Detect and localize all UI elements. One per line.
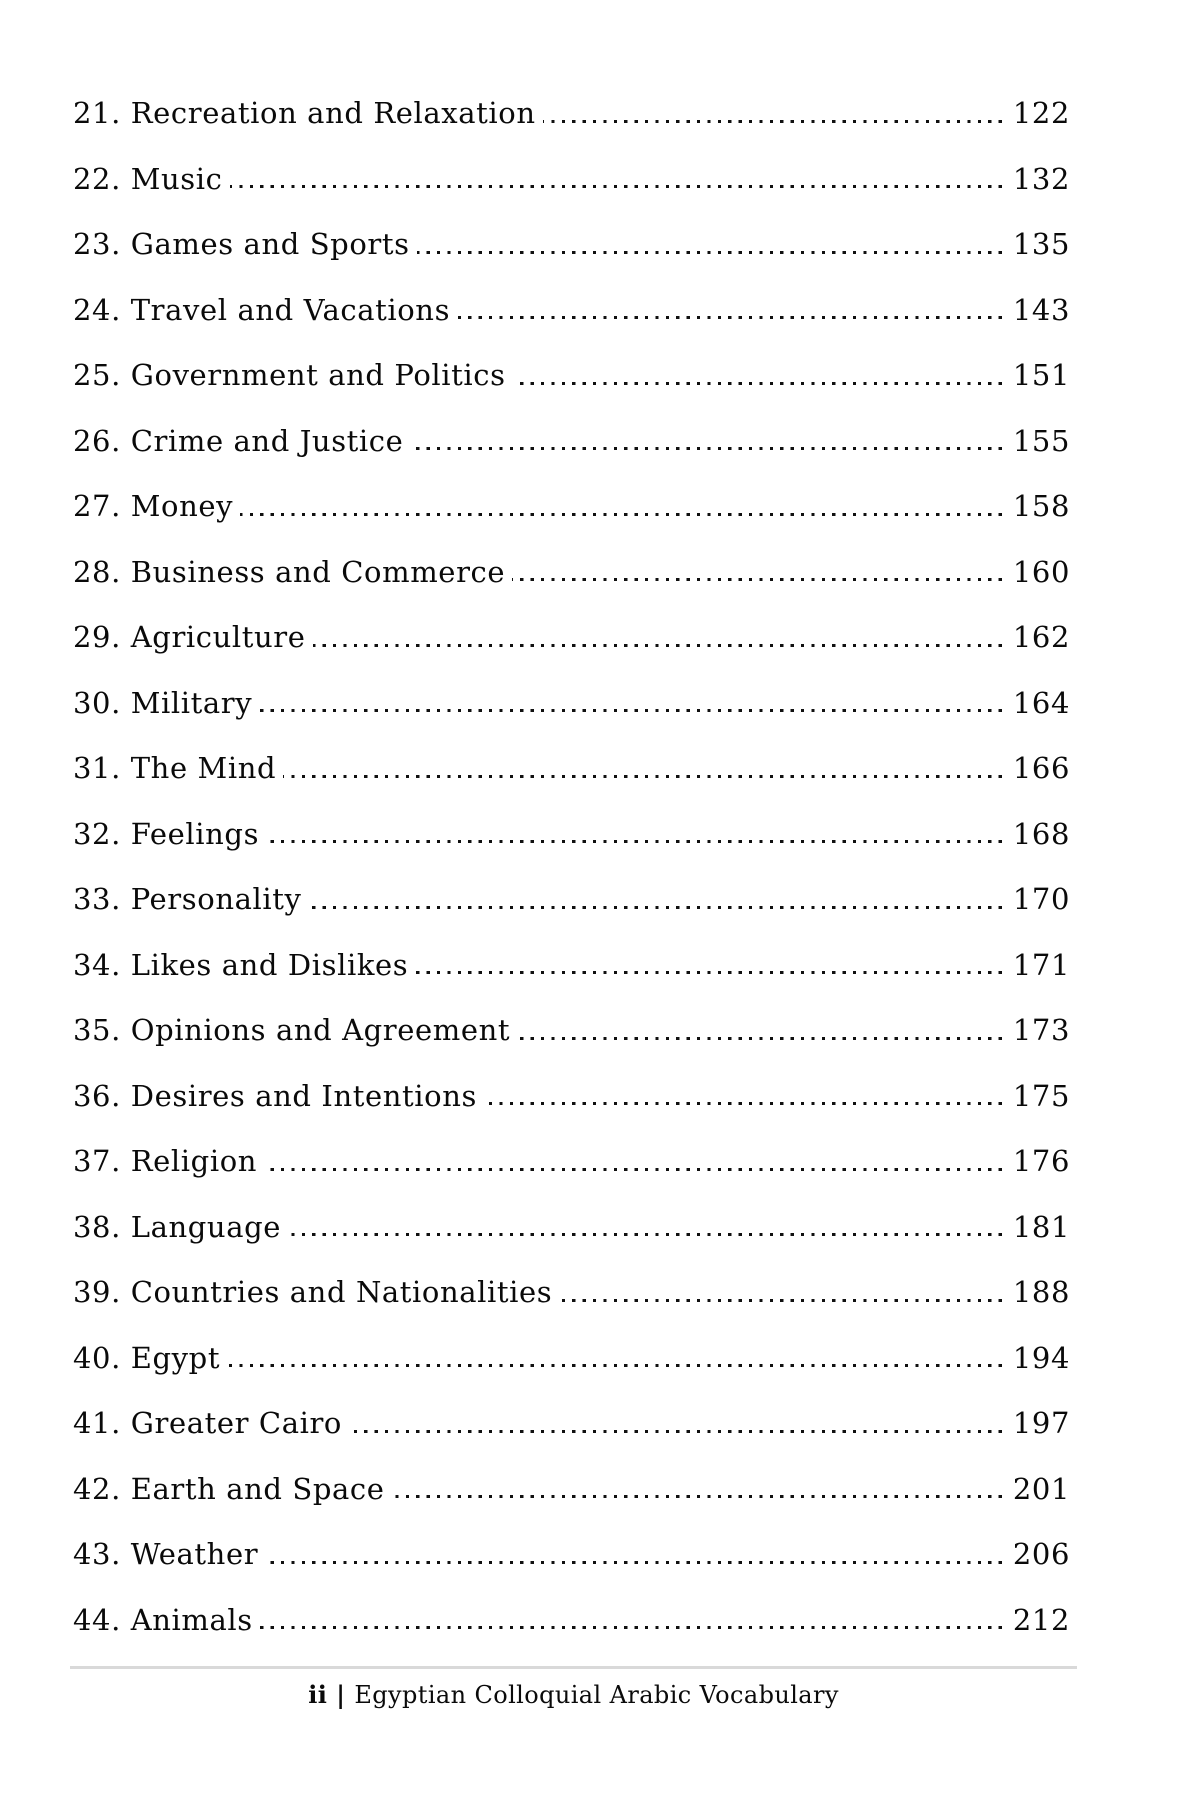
toc-entry — [73, 227, 1070, 261]
toc-entry — [73, 1210, 1070, 1244]
toc-entry-title: 36. Desires and Intentions — [73, 1079, 484, 1113]
toc-entry — [73, 1079, 1070, 1113]
toc-entry-page-number: 164 — [1004, 686, 1070, 720]
table-of-contents — [73, 96, 1070, 1668]
toc-entry-title: 37. Religion — [73, 1144, 264, 1178]
toc-entry-title: 27. Money — [73, 489, 240, 523]
toc-entry-page-number: 176 — [1004, 1144, 1070, 1178]
toc-entry-title: 28. Business and Commerce — [73, 555, 512, 589]
toc-entry-page-number: 135 — [1004, 227, 1070, 261]
toc-entry-page-number: 181 — [1004, 1210, 1070, 1244]
toc-entry-page-number: 162 — [1004, 620, 1070, 654]
toc-entry-title: 39. Countries and Nationalities — [73, 1275, 559, 1309]
toc-entry-title: 21. Recreation and Relaxation — [73, 96, 543, 130]
toc-entry-page-number: 206 — [1004, 1537, 1070, 1571]
toc-entry — [73, 1275, 1070, 1309]
toc-entry-page-number: 197 — [1004, 1406, 1070, 1440]
toc-entry-page-number: 188 — [1004, 1275, 1070, 1309]
toc-entry-page-number: 173 — [1004, 1013, 1070, 1047]
toc-entry — [73, 424, 1070, 458]
toc-entry — [73, 162, 1070, 196]
toc-entry-title: 23. Games and Sports — [73, 227, 417, 261]
page-footer — [70, 1666, 1077, 1710]
toc-entry-page-number: 170 — [1004, 882, 1070, 916]
footer-separator: | — [336, 1680, 346, 1709]
toc-entry — [73, 620, 1070, 654]
toc-entry-title: 33. Personality — [73, 882, 308, 916]
toc-entry-title: 40. Egypt — [73, 1341, 227, 1375]
toc-entry-page-number: 151 — [1004, 358, 1070, 392]
toc-entry-title: 22. Music — [73, 162, 230, 196]
toc-entry — [73, 1603, 1070, 1637]
toc-entry-page-number: 158 — [1004, 489, 1070, 523]
toc-entry-title: 26. Crime and Justice — [73, 424, 410, 458]
toc-entry — [73, 817, 1070, 851]
toc-entry — [73, 96, 1070, 130]
toc-entry-page-number: 171 — [1004, 948, 1070, 982]
toc-entry — [73, 489, 1070, 523]
footer-book-title: Egyptian Colloquial Arabic Vocabulary — [354, 1681, 839, 1709]
toc-entry-title: 42. Earth and Space — [73, 1472, 391, 1506]
toc-entry-title: 38. Language — [73, 1210, 288, 1244]
toc-entry-page-number: 166 — [1004, 751, 1070, 785]
toc-entry — [73, 948, 1070, 982]
toc-entry-page-number: 168 — [1004, 817, 1070, 851]
toc-entry-title: 34. Likes and Dislikes — [73, 948, 415, 982]
toc-entry-title: 29. Agriculture — [73, 620, 313, 654]
footer-page-number: ii — [308, 1680, 328, 1709]
toc-entry-title: 43. Weather — [73, 1537, 265, 1571]
toc-entry-page-number: 143 — [1004, 293, 1070, 327]
toc-entry-page-number: 212 — [1004, 1603, 1070, 1637]
toc-entry-title: 25. Government and Politics — [73, 358, 513, 392]
toc-entry — [73, 751, 1070, 785]
toc-entry-page-number: 160 — [1004, 555, 1070, 589]
toc-entry — [73, 686, 1070, 720]
toc-entry — [73, 1472, 1070, 1506]
toc-entry-title: 41. Greater Cairo — [73, 1406, 349, 1440]
toc-entry-page-number: 132 — [1004, 162, 1070, 196]
toc-entry — [73, 1341, 1070, 1375]
toc-entry-title: 31. The Mind — [73, 751, 283, 785]
toc-entry-title: 44. Animals — [73, 1603, 260, 1637]
toc-entry — [73, 1406, 1070, 1440]
toc-entry — [73, 293, 1070, 327]
toc-entry — [73, 555, 1070, 589]
toc-entry-page-number: 122 — [1004, 96, 1070, 130]
toc-entry-title: 32. Feelings — [73, 817, 266, 851]
toc-entry-title: 30. Military — [73, 686, 259, 720]
toc-entry-page-number: 201 — [1004, 1472, 1070, 1506]
toc-entry-title: 35. Opinions and Agreement — [73, 1013, 517, 1047]
toc-entry — [73, 358, 1070, 392]
toc-entry — [73, 1144, 1070, 1178]
toc-entry-page-number: 194 — [1004, 1341, 1070, 1375]
toc-entry — [73, 1537, 1070, 1571]
toc-entry-page-number: 175 — [1004, 1079, 1070, 1113]
toc-entry — [73, 882, 1070, 916]
toc-entry — [73, 1013, 1070, 1047]
toc-entry-title: 24. Travel and Vacations — [73, 293, 457, 327]
toc-entry-page-number: 155 — [1004, 424, 1070, 458]
